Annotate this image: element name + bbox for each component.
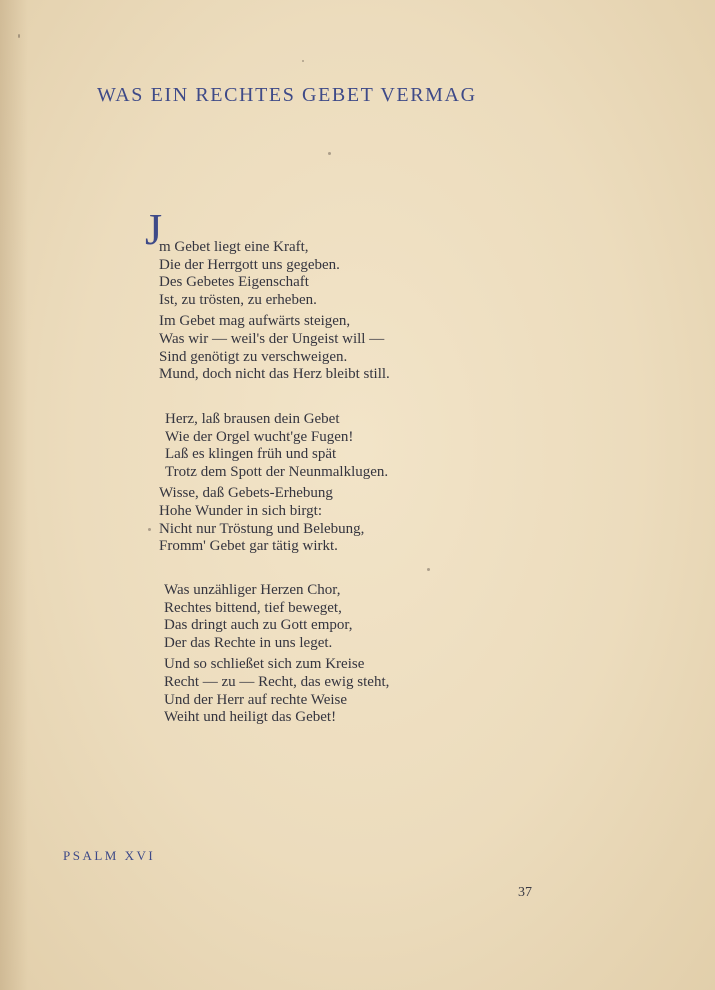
poem-line: Was wir — weil's der Ungeist will — — [159, 330, 385, 347]
poem-line: Ist, zu trösten, zu erheben. — [159, 291, 317, 308]
paper-speck — [302, 60, 304, 62]
poem-line: Mund, doch nicht das Herz bleibt still. — [159, 366, 390, 383]
poem-line: Wisse, daß Gebets-Erhebung — [159, 485, 333, 502]
poem-line: Und der Herr auf rechte Weise — [164, 691, 348, 708]
poem-line: Das dringt auch zu Gott empor, — [164, 617, 353, 634]
poem-line: Und so schließet sich zum Kreise — [164, 656, 365, 673]
poem-line: Was unzähliger Herzen Chor, — [164, 582, 341, 598]
poem-line: Der das Rechte in uns leget. — [164, 634, 333, 651]
paper-speck — [18, 34, 20, 38]
poem-line: Des Gebetes Eigenschaft — [159, 274, 309, 291]
psalm-label: PSALM XVI — [63, 848, 156, 863]
poem-line: Recht — zu — Recht, das ewig steht, — [164, 673, 390, 690]
paper-speck — [427, 568, 430, 571]
poem-line: Herz, laß brausen dein Gebet — [165, 411, 340, 427]
stanza-1 — [159, 239, 390, 384]
poem-line: Sind genötigt zu verschweigen. — [159, 348, 348, 365]
paper-speck — [328, 152, 331, 155]
poem-title: WAS EIN RECHTES GEBET VERMAG — [97, 84, 477, 106]
paper-speck — [148, 528, 151, 531]
poem-line: Trotz dem Spott der Neunmalklugen. — [165, 463, 389, 480]
stanza-3 — [164, 582, 389, 727]
poem-line: Laß es klingen früh und spät — [165, 446, 337, 463]
poem-line: m Gebet liegt eine Kraft, — [159, 239, 309, 255]
poem-line: Hohe Wunder in sich birgt: — [159, 502, 322, 519]
drop-cap-initial: J — [145, 205, 163, 254]
poem-line: Weiht und heiligt das Gebet! — [164, 709, 337, 726]
poem-line: Fromm' Gebet gar tätig wirkt. — [159, 538, 338, 555]
poem-line: Rechtes bittend, tief beweget, — [164, 599, 342, 616]
poem-line: Nicht nur Tröstung und Belebung, — [159, 520, 365, 537]
stanza-2 — [159, 411, 389, 556]
page-number: 37 — [518, 885, 532, 900]
poem-line: Im Gebet mag aufwärts steigen, — [159, 313, 351, 330]
poem-line: Die der Herrgott uns gegeben. — [159, 256, 340, 273]
poem-line: Wie der Orgel wucht'ge Fugen! — [165, 428, 354, 445]
